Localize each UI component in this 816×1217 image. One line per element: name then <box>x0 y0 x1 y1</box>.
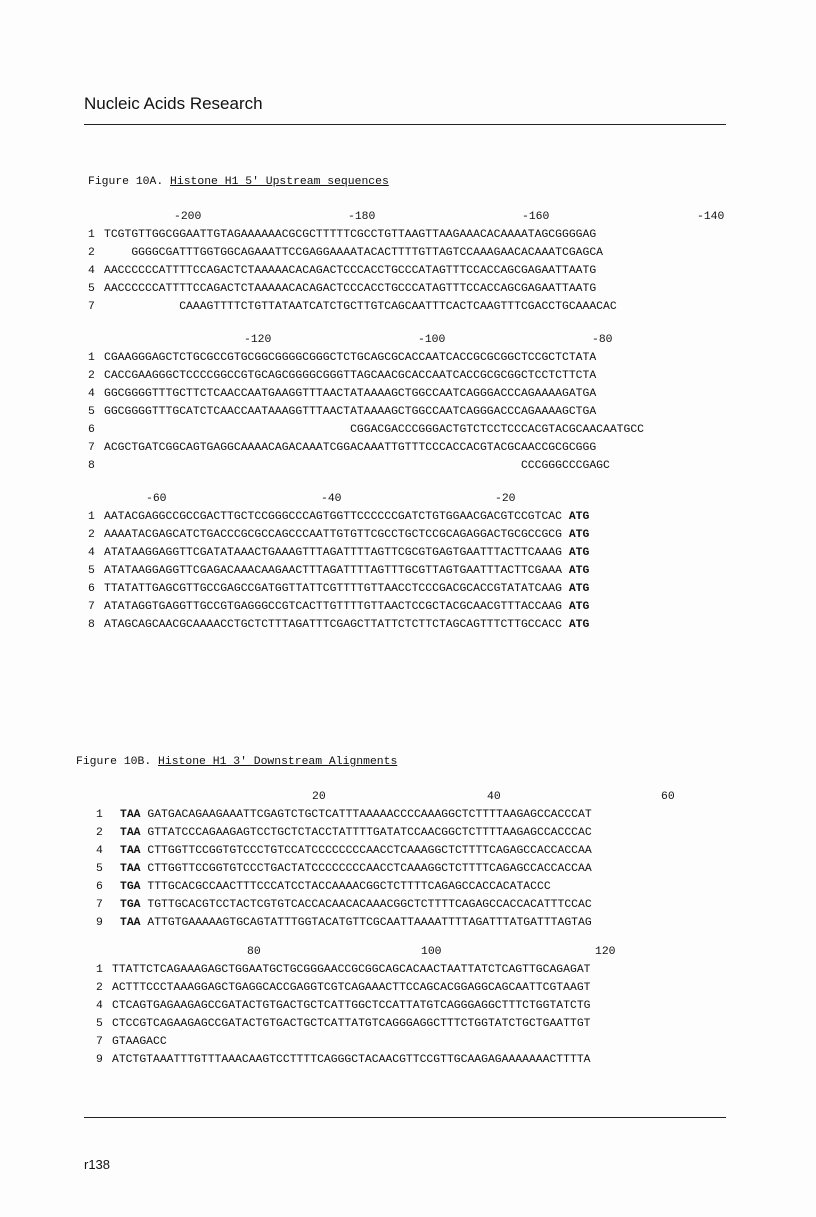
sequence-text: GTAAGACC <box>112 1036 167 1048</box>
sequence-row <box>88 439 644 457</box>
fig10b-block <box>96 788 675 932</box>
sequence-row <box>88 367 644 385</box>
sequence-text: ATTGTGAAAAAGTGCAGTATTTGGTACATGTTCGCAATTAAAATTTTAGATTTATGATTTAGTAG <box>147 917 592 929</box>
sequence-text: CGAAGGGAGCTCTGCGCCGTGCGGCGGGGCGGGCTCTGCAGCGCACCAATCACCGCGCGGCTCCGCTCTATA <box>104 352 597 364</box>
sequence-row <box>96 997 591 1015</box>
sequence-row <box>96 914 592 932</box>
sequence-number: 1 <box>96 809 103 821</box>
sequence-text: TGTTGCACGTCCTACTCGTGTCACCACAACACAAACGGCTCTTTTCAGAGCCACCACATTTCCAC <box>147 899 592 911</box>
sequence-number: 7 <box>88 442 95 454</box>
start-codon: ATG <box>568 565 590 577</box>
position-tick: 100 <box>421 946 442 958</box>
sequence-number: 1 <box>88 229 95 241</box>
sequence-row <box>96 1015 591 1033</box>
sequence-row <box>88 616 589 634</box>
sequence-row <box>88 349 644 367</box>
sequence-number: 7 <box>96 1036 103 1048</box>
sequence-number: 5 <box>96 1018 103 1030</box>
sequence-row <box>88 385 644 403</box>
sequence-row <box>96 878 592 896</box>
sequence-number: 4 <box>96 1000 103 1012</box>
figure-10a-label: Figure 10A. <box>88 176 164 188</box>
position-tick: -200 <box>174 211 202 223</box>
sequence-number: 2 <box>96 982 103 994</box>
sequence-text: GTTATCCCAGAAGAGTCCTGCTCTACCTATTTTGATATCCAACGGCTCTTTTAAGAGCCACCCAC <box>147 827 592 839</box>
figure-10b-caption <box>76 753 397 771</box>
sequence-text: CTTGGTTCCGGTGTCCCTGACTATCCCCCCCCAACCTCAAAGGCTCTTTTCAGAGCCACCACCAA <box>147 863 592 875</box>
position-tick: -40 <box>321 493 342 505</box>
start-codon: ATG <box>568 601 590 613</box>
sequence-number: 6 <box>96 881 103 893</box>
sequence-text: GGGGCGATTTGGTGGCAGAAATTCCGAGGAAAATACACTTTTGTTAGTCCAAAGAACACAAATCGAGCA <box>104 247 603 259</box>
sequence-text: GATGACAGAAGAAATTCGAGTCTGCTCATTTAAAAACCCCAAAGGCTCTTTTAAGAGCCACCCAT <box>147 809 592 821</box>
sequence-row <box>88 526 589 544</box>
journal-title: Nucleic Acids Research <box>84 94 263 113</box>
sequence-row <box>88 562 589 580</box>
sequence-text: TTTGCACGCCAACTTTCCCATCCTACCAAAACGGCTCTTTTCAGAGCCACCACATACCC <box>147 881 551 893</box>
sequence-number: 5 <box>88 283 95 295</box>
sequence-number: 6 <box>88 583 95 595</box>
sequence-text: GGCGGGGTTTGCTTCTCAACCAATGAAGGTTTAACTATAAAAGCTGGCCAATCAGGGACCCAGAAAAGATGA <box>104 388 597 400</box>
sequence-text: CCCGGGCCCGAGC <box>104 460 610 472</box>
sequence-number: 4 <box>96 845 103 857</box>
sequence-row <box>88 280 617 298</box>
sequence-text: ATAGCAGCAACGCAAAACCTGCTCTTTAGATTTCGAGCTTATTCTCTTCTAGCAGTTTCTTGCCACC <box>104 619 562 631</box>
sequence-number: 7 <box>88 601 95 613</box>
sequence-number: 5 <box>88 406 95 418</box>
sequence-number: 7 <box>96 899 103 911</box>
sequence-number: 6 <box>88 424 95 436</box>
sequence-row <box>88 457 644 475</box>
sequence-number: 2 <box>88 247 95 259</box>
sequence-row <box>88 403 644 421</box>
sequence-row <box>96 860 592 878</box>
sequence-row <box>88 598 589 616</box>
fig10a-block <box>88 490 589 634</box>
stop-codon: TAA <box>120 809 141 821</box>
sequence-text: ACTTTCCCTAAAGGAGCTGAGGCACCGAGGTCGTCAGAAACTTCCAGCACGGAGGCAGCAATTCGTAAGT <box>112 982 591 994</box>
sequence-row <box>96 961 591 979</box>
figure-10a-title: Histone H1 5' Upstream sequences <box>170 176 389 188</box>
position-ruler <box>96 943 616 961</box>
footer-rule <box>84 1117 726 1118</box>
position-tick: 20 <box>312 791 326 803</box>
position-tick: -180 <box>348 211 376 223</box>
stop-codon: TAA <box>120 863 141 875</box>
start-codon: ATG <box>568 547 590 559</box>
sequence-row <box>96 824 592 842</box>
sequence-text: CTTGGTTCCGGTGTCCCTGTCCATCCCCCCCCAACCTCAAAGGCTCTTTTCAGAGCCACCACCAA <box>147 845 592 857</box>
sequence-number: 5 <box>96 863 103 875</box>
sequence-row <box>96 979 591 997</box>
page-number: r138 <box>84 1157 111 1172</box>
sequence-text: ACGCTGATCGGCAGTGAGGCAAAACAGACAAATCGGACAAATTGTTTCCCACCACGTACGCAACCGCGCGGG <box>104 442 597 454</box>
sequence-text: CACCGAAGGGCTCCCCGGCCGTGCAGCGGGGCGGGTTAGCAACGCACCAATCACCGCGCGGCTCCTCTTCTA <box>104 370 597 382</box>
sequence-number: 9 <box>96 917 103 929</box>
sequence-number: 2 <box>96 827 103 839</box>
sequence-row <box>96 842 592 860</box>
sequence-number: 1 <box>88 352 95 364</box>
sequence-text: AACCCCCCATTTTCCAGACTCTAAAAACACAGACTCCCACCTGCCCATAGTTTCCACCAGCGAGAATTAATG <box>104 265 597 277</box>
sequence-text: CTCCGTCAGAAGAGCCGATACTGTGACTGCTCATTATGTCAGGGAGGCTTTCTGGTATCTGCTGAATTGT <box>112 1018 591 1030</box>
sequence-row <box>88 421 644 439</box>
sequence-text: ATATAAGGAGGTTCGATATAAACTGAAAGTTTAGATTTTAGTTCGCGTGAGTGAATTTACTTCAAAG <box>104 547 562 559</box>
position-ruler <box>88 490 589 508</box>
sequence-row <box>88 226 617 244</box>
sequence-text: AATACGAGGCCGCCGACTTGCTCCGGGCCCAGTGGTTCCCCCCGATCTGTGGAACGACGTCCGTCAC <box>104 511 562 523</box>
fig10b-block <box>96 943 616 1069</box>
fig10a-block <box>88 208 725 316</box>
sequence-number: 5 <box>88 565 95 577</box>
position-ruler <box>96 788 675 806</box>
sequence-number: 4 <box>88 547 95 559</box>
position-tick: 40 <box>487 791 501 803</box>
sequence-text: TTATATTGAGCGTTGCCGAGCCGATGGTTATTCGTTTTGTTAACCTCCCGACGCACCGTATATCAAG <box>104 583 562 595</box>
position-tick: -20 <box>495 493 516 505</box>
sequence-number: 7 <box>88 301 95 313</box>
position-tick: -100 <box>418 334 446 346</box>
sequence-row <box>88 262 617 280</box>
start-codon: ATG <box>568 511 590 523</box>
sequence-number: 1 <box>96 964 103 976</box>
position-ruler <box>88 331 644 349</box>
start-codon: ATG <box>568 619 590 631</box>
position-tick: 80 <box>247 946 261 958</box>
start-codon: ATG <box>568 583 590 595</box>
sequence-text: CGGACGACCCGGGACTGTCTCCTCCCACGTACGCAACAATGCC <box>104 424 645 436</box>
sequence-number: 4 <box>88 265 95 277</box>
sequence-number: 9 <box>96 1054 103 1066</box>
sequence-number: 2 <box>88 529 95 541</box>
sequence-text: AACCCCCCATTTTCCAGACTCTAAAAACACAGACTCCCACCTGCCCATAGTTTCCACCAGCGAGAATTAATG <box>104 283 597 295</box>
sequence-text: ATCTGTAAATTTGTTTAAACAAGTCCTTTTCAGGGCTACAACGTTCCGTTGCAAGAGAAAAAAACTTTTA <box>112 1054 591 1066</box>
figure-10a-caption <box>88 173 389 191</box>
sequence-text: AAAATACGAGCATCTGACCCGCGCCAGCCCAATTGTGTTCGCCTGCTCCGCAGAGGACTGCGCCGCG <box>104 529 562 541</box>
position-ruler <box>88 208 725 226</box>
sequence-text: ATATAAGGAGGTTCGAGACAAACAAGAACTTTAGATTTTAGTTTGCGTTAGTGAATTTACTTCGAAA <box>104 565 562 577</box>
sequence-number: 8 <box>88 460 95 472</box>
position-tick: -120 <box>244 334 272 346</box>
header-rule <box>84 124 726 125</box>
sequence-text: GGCGGGGTTTGCATCTCAACCAATAAAGGTTTAACTATAAAAGCTGGCCAATCAGGGACCCAGAAAAGCTGA <box>104 406 597 418</box>
sequence-row <box>96 896 592 914</box>
stop-codon: TAA <box>120 845 141 857</box>
figure-10b-label: Figure 10B. <box>76 756 152 768</box>
sequence-number: 2 <box>88 370 95 382</box>
sequence-text: TCGTGTTGGCGGAATTGTAGAAAAAACGCGCTTTTTCGCCTGTTAAGTTAAGAAACACAAAATAGCGGGGAG <box>104 229 597 241</box>
sequence-row <box>88 298 617 316</box>
stop-codon: TAA <box>120 827 141 839</box>
sequence-text: CAAAGTTTTCTGTTATAATCATCTGCTTGTCAGCAATTTCACTCAAGTTTCGACCTGCAAACAC <box>104 301 617 313</box>
sequence-text: CTCAGTGAGAAGAGCCGATACTGTGACTGCTCATTGGCTCCATTATGTCAGGGAGGCTTTCTGGTATCTG <box>112 1000 591 1012</box>
stop-codon: TGA <box>120 899 141 911</box>
position-tick: -160 <box>522 211 550 223</box>
stop-codon: TGA <box>120 881 141 893</box>
sequence-row <box>96 1051 591 1069</box>
position-tick: -80 <box>592 334 613 346</box>
sequence-row <box>96 806 592 824</box>
start-codon: ATG <box>568 529 590 541</box>
position-tick: 120 <box>595 946 616 958</box>
position-tick: -140 <box>697 211 725 223</box>
sequence-number: 8 <box>88 619 95 631</box>
sequence-row <box>88 544 589 562</box>
figure-10b-title: Histone H1 3' Downstream Alignments <box>158 756 398 768</box>
sequence-number: 4 <box>88 388 95 400</box>
sequence-text: TTATTCTCAGAAAGAGCTGGAATGCTGCGGGAACCGCGGCAGCACAACTAATTATCTCAGTTGCAGAGAT <box>112 964 591 976</box>
position-tick: 60 <box>661 791 675 803</box>
fig10a-block <box>88 331 644 475</box>
sequence-text: ATATAGGTGAGGTTGCCGTGAGGGCCGTCACTTGTTTTGTTAACTCCGCTACGCAACGTTTACCAAG <box>104 601 562 613</box>
sequence-row <box>88 580 589 598</box>
stop-codon: TAA <box>120 917 141 929</box>
sequence-row <box>96 1033 591 1051</box>
sequence-number: 1 <box>88 511 95 523</box>
sequence-row <box>88 244 617 262</box>
sequence-row <box>88 508 589 526</box>
position-tick: -60 <box>146 493 167 505</box>
